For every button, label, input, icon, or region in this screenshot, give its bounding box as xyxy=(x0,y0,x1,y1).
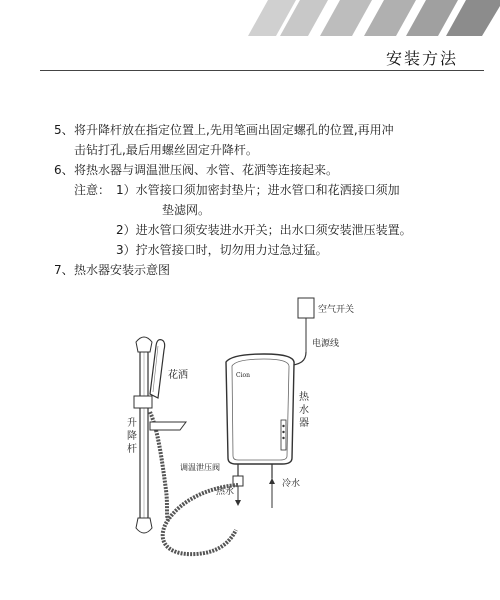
hot-water-arrow xyxy=(235,500,241,506)
step-text: 将升降杆放在指定位置上,先用笔画出固定螺孔的位置,再用冲 xyxy=(74,123,394,137)
water-heater-label-char: 热 xyxy=(299,392,309,403)
water-heater-label-char: 水 xyxy=(299,405,309,416)
step-5 xyxy=(54,120,474,140)
note-text: 拧水管接口时，切勿用力过急过猛。 xyxy=(135,243,328,257)
note-number: 2） xyxy=(116,223,136,237)
step-6 xyxy=(54,160,474,180)
soap-dish xyxy=(150,422,186,430)
valve-label: 调温泄压阀 xyxy=(180,463,220,472)
note-lead: 注意： xyxy=(74,183,111,197)
control-button xyxy=(282,437,284,439)
section-title: 安装方法 xyxy=(385,49,458,68)
header-stripe-decoration xyxy=(0,0,500,46)
control-button xyxy=(282,425,284,427)
step-number: 7、 xyxy=(54,263,74,277)
step-text-continued: 击钻打孔,最后用螺丝固定升降杆。 xyxy=(74,143,258,157)
note-number: 3） xyxy=(116,243,136,257)
lift-rod-top-bracket xyxy=(136,337,152,352)
cold-water-arrow xyxy=(269,478,275,484)
note-item-1 xyxy=(54,180,474,200)
lift-rod-label-char: 降 xyxy=(127,431,137,442)
step-number: 5、 xyxy=(54,123,74,137)
installation-diagram xyxy=(0,280,500,600)
control-panel xyxy=(281,420,286,450)
water-heater-label-char: 器 xyxy=(299,418,309,429)
control-button xyxy=(282,431,284,433)
note-item-2 xyxy=(54,220,474,240)
cold-water-label: 冷水 xyxy=(282,479,301,489)
shower-head-label: 花洒 xyxy=(168,370,188,381)
air-switch-box xyxy=(298,298,314,318)
lift-rod-label-char: 杆 xyxy=(127,444,137,455)
instructions-text xyxy=(54,120,474,280)
lift-rod-bottom-bracket xyxy=(136,518,152,533)
air-switch-label: 空气开关 xyxy=(318,305,355,315)
note-text-continued: 垫滤网。 xyxy=(162,203,211,217)
hot-water-label: 热水 xyxy=(216,487,235,497)
brand-logo: Cion xyxy=(236,372,250,379)
note-item-3 xyxy=(54,240,474,260)
step-text: 将热水器与调温泄压阀、水管、花洒等连接起来。 xyxy=(74,163,339,177)
step-text: 热水器安装示意图 xyxy=(74,263,171,277)
lift-rod-label-char: 升 xyxy=(127,418,137,429)
header-divider xyxy=(40,70,484,71)
note-text: 水管接口须加密封垫片；进水管口和花洒接口须加 xyxy=(135,183,400,197)
step-number: 6、 xyxy=(54,163,74,177)
step-7 xyxy=(54,260,474,280)
power-cord-label: 电源线 xyxy=(312,339,340,349)
slider-holder xyxy=(134,396,152,408)
shower-head xyxy=(150,340,165,398)
note-text: 进水管口须安装进水开关；出水口须安装泄压装置。 xyxy=(135,223,412,237)
note-number: 1） xyxy=(116,183,136,197)
